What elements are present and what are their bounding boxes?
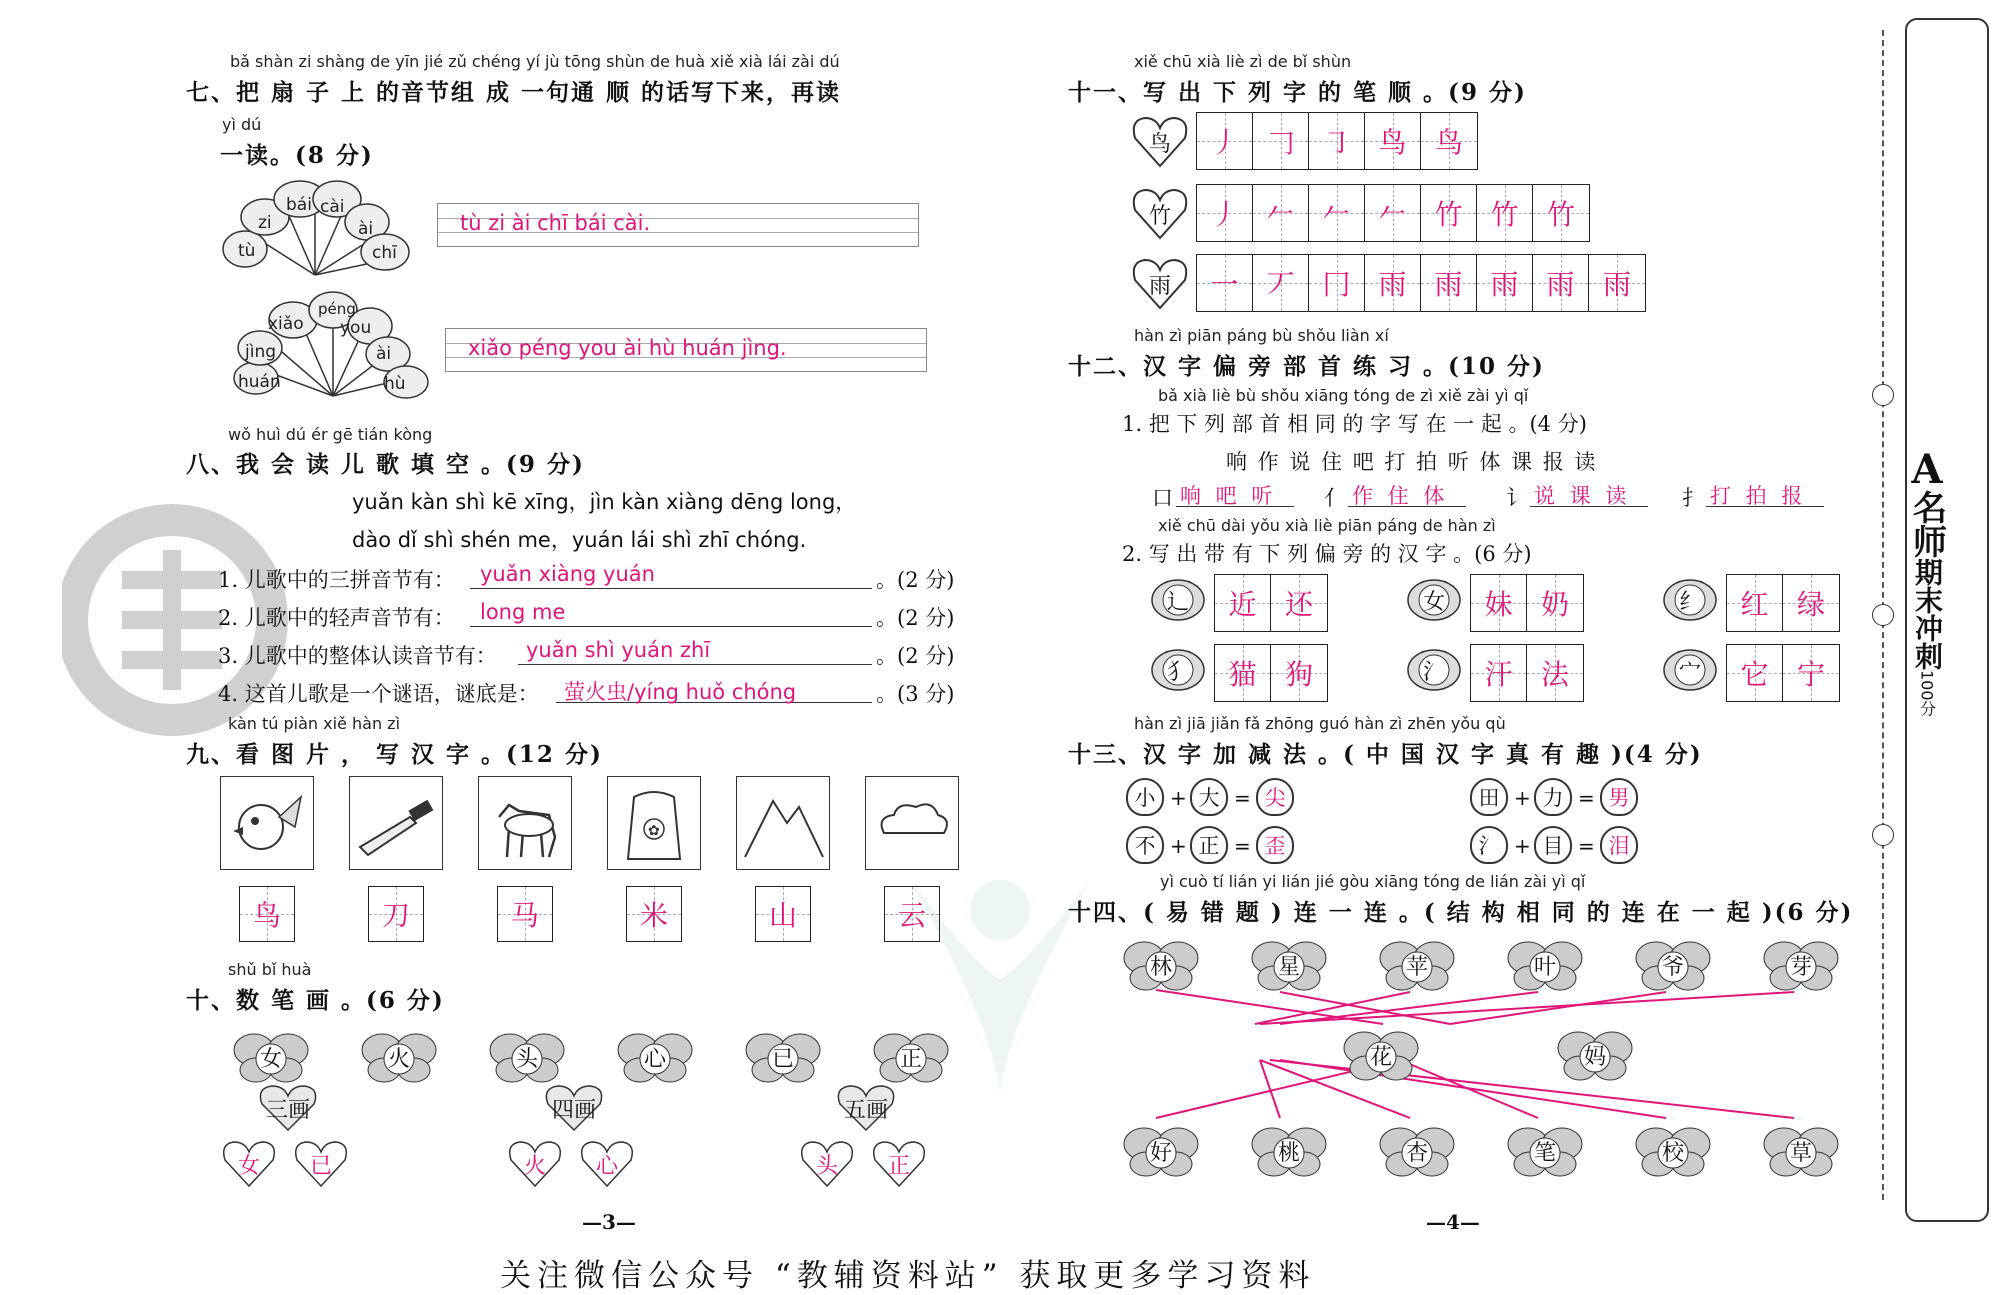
brand-num: 100分: [1917, 670, 1937, 717]
stroke-group-label: 五画: [834, 1082, 898, 1134]
fan2-syl: ài: [376, 344, 392, 364]
s11-pinyin: xiě chū xià liè zì de bǐ shùn: [1134, 52, 1352, 71]
s9-answer: 刀: [381, 899, 410, 932]
s10-title: 十、数 笔 画 。(6 分): [186, 987, 445, 1014]
radical-bubble: 辶: [1148, 576, 1208, 624]
tian-grid: [755, 886, 811, 942]
horse-picture: [478, 776, 572, 870]
answer-line: [518, 664, 872, 665]
heart-answer: 头: [798, 1138, 856, 1190]
s8-score1: 。(2 分): [876, 568, 955, 592]
equals-sign: =: [1234, 786, 1251, 810]
s12-title: 十二、汉 字 偏 旁 部 首 练 习 。(10 分): [1068, 353, 1545, 380]
heart-answer: 心: [578, 1138, 636, 1190]
plus-sign: +: [1514, 834, 1531, 858]
plus-sign: +: [1170, 786, 1187, 810]
tian-grid: [239, 886, 295, 942]
heart-char: 雨: [1130, 256, 1190, 312]
answer-grid: 妹 奶: [1470, 574, 1584, 632]
s9-answer: 马: [510, 899, 539, 932]
answer-grid: 近 还: [1214, 574, 1328, 632]
eq-char: 目: [1534, 826, 1572, 864]
heart-char: 竹: [1130, 186, 1190, 242]
heart-char: 鸟: [1130, 114, 1190, 170]
radical-bubble: 犭: [1148, 646, 1208, 694]
eq-char: 田: [1470, 778, 1508, 816]
plus-sign: +: [1514, 786, 1531, 810]
eq-char: 大: [1190, 778, 1228, 816]
fan1-syl: zi: [258, 213, 272, 233]
answer-grid: 它 宁: [1726, 644, 1840, 702]
answer-2: xiǎo péng you ài hù huán jìng.: [468, 336, 787, 360]
s9-pinyin: kàn tú piàn xiě hàn zì: [228, 714, 401, 733]
s7-title2: 一读。(8 分): [220, 142, 374, 169]
stroke-order-grid: 一 丆 冂 雨 雨 雨 雨 雨: [1196, 254, 1646, 312]
s9-title: 九、看 图 片 ， 写 汉 字 。(12 分): [186, 741, 603, 768]
s12-sub2: 2. 写 出 带 有 下 列 偏 旁 的 汉 字 。(6 分): [1122, 542, 1532, 566]
butterfly-char: 爷: [1634, 936, 1712, 994]
stroke-group-label: 三画: [256, 1082, 320, 1134]
eq-result: 男: [1600, 778, 1638, 816]
butterfly-char: 叶: [1506, 936, 1584, 994]
rice-bag-picture: [607, 776, 701, 870]
answer-grid: 红 绿: [1726, 574, 1840, 632]
radical-bubble: 宀: [1660, 646, 1720, 694]
s9-answer: 云: [897, 899, 926, 932]
s12-chars: 响 作 说 住 吧 打 拍 听 体 课 报 读: [1226, 450, 1598, 474]
plus-sign: +: [1170, 834, 1187, 858]
s9-answer: 山: [768, 899, 797, 932]
tian-grid: [626, 886, 682, 942]
eq-result: 泪: [1600, 826, 1638, 864]
butterfly-char: 林: [1122, 936, 1200, 994]
page-number-right: —4—: [1426, 1210, 1480, 1234]
brand-logo: [1904, 446, 1950, 790]
fan1-syl: bái: [286, 195, 312, 215]
s13-title: 十三、汉 字 加 减 法 。( 中 国 汉 字 真 有 趣 )(4 分): [1068, 741, 1703, 768]
s8-a2: long me: [480, 600, 566, 624]
radical-bubble: 纟: [1660, 576, 1720, 624]
butterfly-char: 星: [1250, 936, 1328, 994]
tian-grid: [368, 886, 424, 942]
s12-sub2-pinyin: xiě chū dài yǒu xià liè piān páng de hàn zì: [1158, 516, 1496, 535]
brand-logo-mark: A: [1911, 446, 1943, 493]
radical: 讠: [1506, 486, 1527, 510]
s7-title: 七、把 扇 子 上 的音节组 成 一句通 顺 的话写下来，再读: [186, 79, 842, 106]
eq-char: 小: [1126, 778, 1164, 816]
radical: 亻: [1324, 486, 1345, 510]
answer-line: [470, 626, 872, 627]
svg-text:✿: ✿: [648, 823, 660, 839]
butterfly-char: 草: [1762, 1122, 1840, 1180]
s8-q4: 4. 这首儿歌是一个谜语，谜底是：: [218, 682, 539, 706]
butterfly-char: 妈: [1556, 1026, 1634, 1084]
butterfly-char: 火: [360, 1028, 438, 1086]
butterfly-char: 校: [1634, 1122, 1712, 1180]
equals-sign: =: [1578, 786, 1595, 810]
eq-char: 正: [1190, 826, 1228, 864]
eq-char: 不: [1126, 826, 1164, 864]
mountain-picture: [736, 776, 830, 870]
butterfly-char: 女: [232, 1028, 310, 1086]
s8-line1: yuǎn kàn shì kē xīng，jìn kàn xiàng dēng long，: [352, 490, 857, 514]
fan2-syl: xiǎo: [268, 314, 304, 334]
s8-score2: 。(2 分): [876, 606, 955, 630]
butterfly-char: 花: [1342, 1026, 1420, 1084]
stroke-order-grid: 丿 𠃌 ㇆ 鸟 鸟: [1196, 112, 1478, 170]
radical-answer: 作 住 体: [1352, 484, 1449, 508]
eq-char: 氵: [1470, 826, 1508, 864]
butterfly-char: 已: [744, 1028, 822, 1086]
butterfly-char: 头: [488, 1028, 566, 1086]
s8-q1: 1. 儿歌中的三拼音节有：: [218, 568, 455, 592]
heart-answer: 正: [870, 1138, 928, 1190]
s12-sub1: 1. 把 下 列 部 首 相 同 的 字 写 在 一 起 。(4 分): [1122, 412, 1587, 436]
radical: 口: [1152, 486, 1173, 510]
stroke-order-grid: 丿 𠂉 𠂉 𠂉 竹 竹 竹: [1196, 184, 1590, 242]
butterfly-char: 芽: [1762, 936, 1840, 994]
answer-1: tù zi ài chī bái cài.: [460, 211, 651, 235]
s11-title: 十一、写 出 下 列 字 的 笔 顺 。(9 分): [1068, 79, 1527, 106]
footer-text: 关注微信公众号 “教辅资料站” 获取更多学习资料: [500, 1258, 1316, 1294]
fan1-syl: cài: [320, 197, 345, 217]
s13-pinyin: hàn zì jiā jiǎn fǎ zhōng guó hàn zì zhēn yǒu qù: [1134, 714, 1506, 733]
stroke-group-label: 四画: [542, 1082, 606, 1134]
fan1-syl: tù: [238, 241, 256, 261]
s8-a3: yuǎn shì yuán zhī: [526, 638, 711, 662]
s8-score3: 。(2 分): [876, 644, 955, 668]
radical-answer: 说 课 读: [1534, 484, 1631, 508]
eq-result: 尖: [1256, 778, 1294, 816]
brand-name: 名师: [1906, 490, 1947, 558]
s7-pinyin: bǎ shàn zi shàng de yīn jié zǔ chéng yí jù tōng shùn de huà xiě xià lái zài dú: [230, 52, 840, 71]
answer-grid: 汗 法: [1470, 644, 1584, 702]
fan1-syl: chī: [372, 243, 397, 263]
s8-q3: 3. 儿歌中的整体认读音节有：: [218, 644, 497, 668]
binding-hole: [1872, 604, 1894, 626]
radical-answer: 打 拍 报: [1710, 484, 1807, 508]
answer-line: [470, 588, 872, 589]
s14-pinyin: yì cuò tí lián yi lián jié gòu xiāng tóng de lián zài yì qǐ: [1160, 872, 1586, 891]
heart-answer: 已: [292, 1138, 350, 1190]
heart-answer: 火: [506, 1138, 564, 1190]
butterfly-char: 苹: [1378, 936, 1456, 994]
butterfly-char: 好: [1122, 1122, 1200, 1180]
s8-score4: 。(3 分): [876, 682, 955, 706]
butterfly-char: 心: [616, 1028, 694, 1086]
s10-pinyin: shǔ bǐ huà: [228, 960, 312, 979]
s14-title: 十四、( 易 错 题 ) 连 一 连 。( 结 构 相 同 的 连 在 一 起 )(6 分): [1068, 899, 1854, 926]
equals-sign: =: [1578, 834, 1595, 858]
butterfly-char: 杏: [1378, 1122, 1456, 1180]
butterfly-char: 桃: [1250, 1122, 1328, 1180]
butterfly-char: 正: [872, 1028, 950, 1086]
s8-pinyin: wǒ huì dú ér gē tián kòng: [228, 425, 433, 444]
s12-sub1-pinyin: bǎ xià liè bù shǒu xiāng tóng de zì xiě zài yì qǐ: [1158, 386, 1529, 405]
knife-picture: [349, 776, 443, 870]
s8-a1: yuǎn xiàng yuán: [480, 562, 655, 586]
radical-bubble: 女: [1404, 576, 1464, 624]
eq-char: 力: [1534, 778, 1572, 816]
s9-answer: 鸟: [252, 899, 281, 932]
answer-grid: 猫 狗: [1214, 644, 1328, 702]
radical-bubble: 氵: [1404, 646, 1464, 694]
brand-sub: 期末冲刺: [1911, 558, 1944, 670]
center-watermark: [850, 840, 1150, 1140]
fan2-syl: hù: [384, 374, 406, 394]
eq-result: 歪: [1256, 826, 1294, 864]
equals-sign: =: [1234, 834, 1251, 858]
fan2-syl: jìng: [245, 342, 277, 362]
binding-hole: [1872, 824, 1894, 846]
fan2-syl: huán: [238, 372, 281, 392]
bird-picture: [220, 776, 314, 870]
s8-q2: 2. 儿歌中的轻声音节有：: [218, 606, 455, 630]
s8-title: 八、我 会 读 儿 歌 填 空 。(9 分): [186, 451, 585, 478]
fan2-syl: you: [340, 318, 372, 338]
radical-answer: 响 吧 听: [1180, 484, 1277, 508]
s8-line2: dào dǐ shì shén me，yuán lái shì zhī chóng.: [352, 528, 807, 552]
tian-grid: [497, 886, 553, 942]
page-number-left: —3—: [582, 1210, 636, 1234]
s12-pinyin: hàn zì piān páng bù shǒu liàn xí: [1134, 326, 1389, 345]
heart-answer: 女: [220, 1138, 278, 1190]
s8-a4: 萤火虫/yíng huǒ chóng: [564, 680, 797, 704]
radical: 扌: [1682, 486, 1703, 510]
fan-image-1: [215, 177, 420, 279]
binding-hole: [1872, 384, 1894, 406]
s7-pinyin2: yì dú: [222, 115, 262, 134]
fan2-syl: péng: [318, 300, 356, 318]
s9-answer: 米: [639, 899, 668, 932]
butterfly-char: 笔: [1506, 1122, 1584, 1180]
fan1-syl: ài: [358, 219, 374, 239]
